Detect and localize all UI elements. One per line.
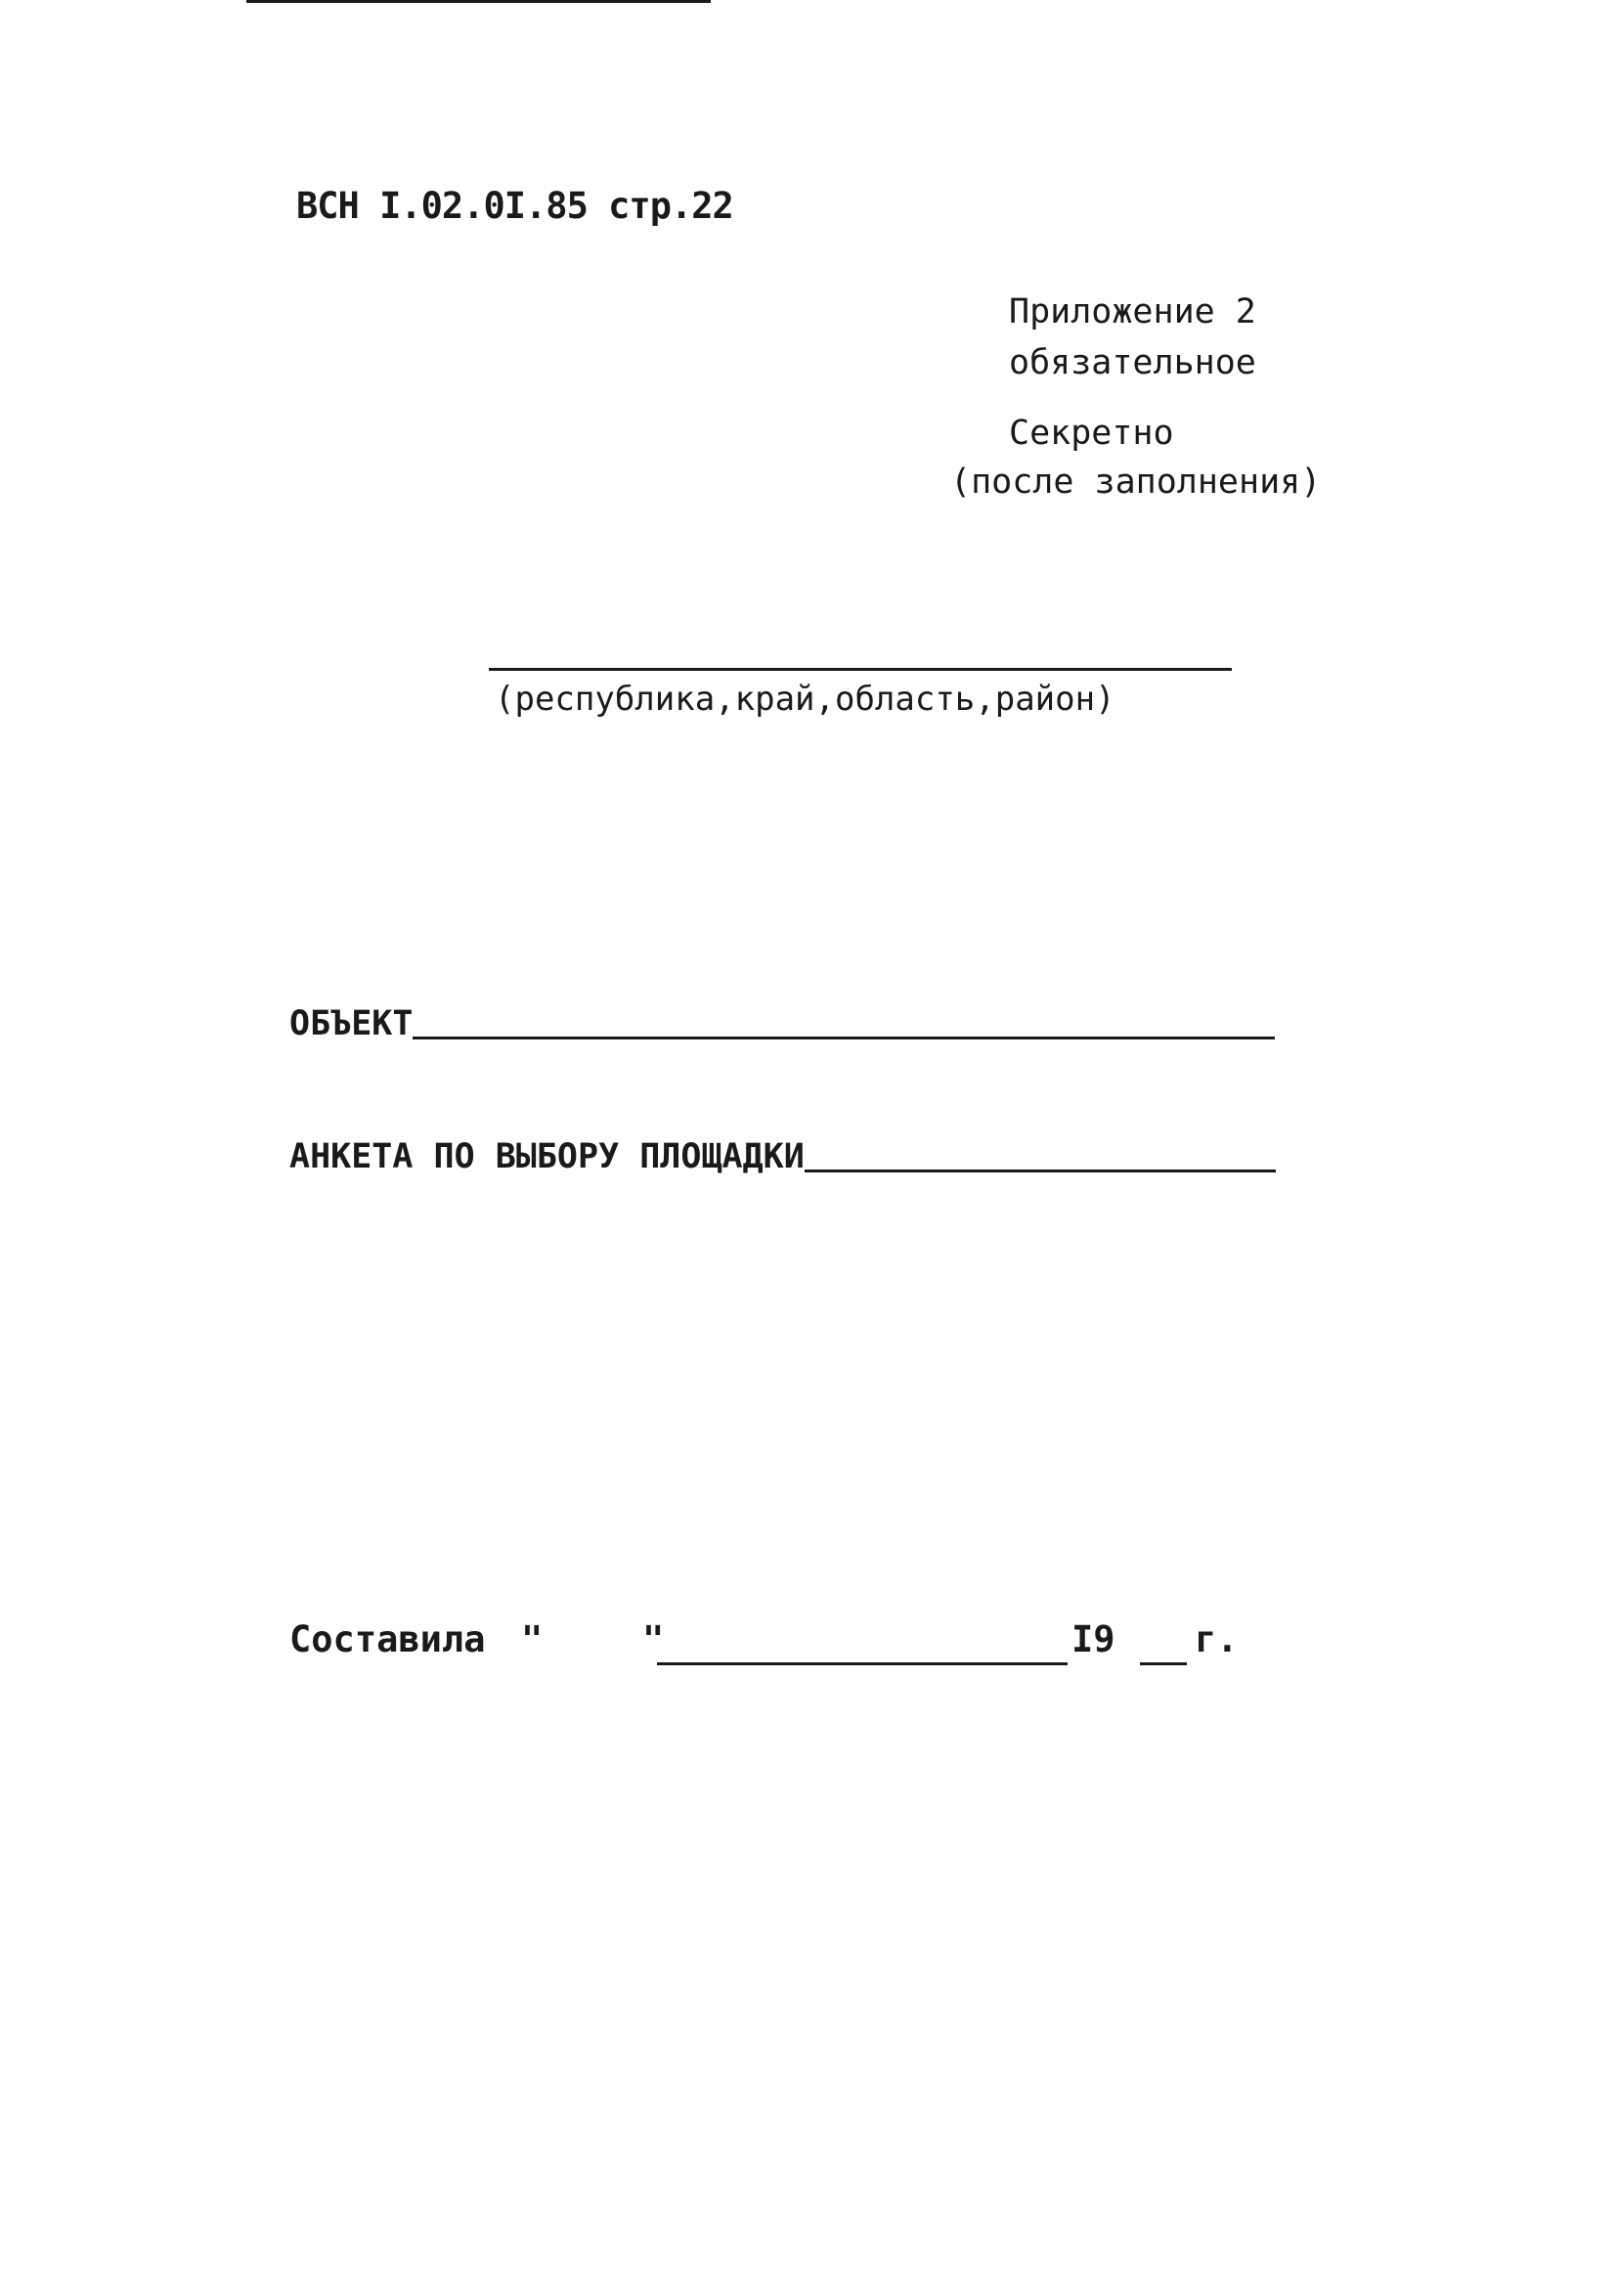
survey-label: АНКЕТА ПО ВЫБОРУ ПЛОЩАДКИ xyxy=(289,1137,805,1176)
object-label: ОБЪЕКТ xyxy=(289,1004,414,1043)
open-quote: " xyxy=(521,1618,544,1660)
region-fill-line[interactable] xyxy=(489,668,1232,671)
annex-number: Приложение 2 xyxy=(1009,292,1256,331)
classification-mark: Секретно xyxy=(1009,414,1174,453)
compiled-label: Составила xyxy=(289,1618,486,1660)
date-fill-line[interactable] xyxy=(657,1662,1068,1665)
survey-fill-line[interactable] xyxy=(805,1170,1276,1172)
survey-field xyxy=(289,1137,1276,1176)
compiled-field xyxy=(289,1618,1247,1664)
classification-note: (после заполнения) xyxy=(950,463,1322,502)
year-fill-line[interactable] xyxy=(1140,1662,1187,1665)
object-fill-line[interactable] xyxy=(413,1037,1275,1039)
region-caption: (республика,край,область,район) xyxy=(495,680,1115,719)
year-suffix: г. xyxy=(1195,1618,1239,1660)
annex-status: обязательное xyxy=(1009,343,1256,382)
object-field xyxy=(289,1004,1275,1043)
year-prefix: I9 xyxy=(1071,1618,1115,1660)
document-reference: ВСН I.02.0I.85 стр.22 xyxy=(296,185,733,227)
close-quote: " xyxy=(642,1618,665,1660)
top-rule xyxy=(246,0,711,3)
